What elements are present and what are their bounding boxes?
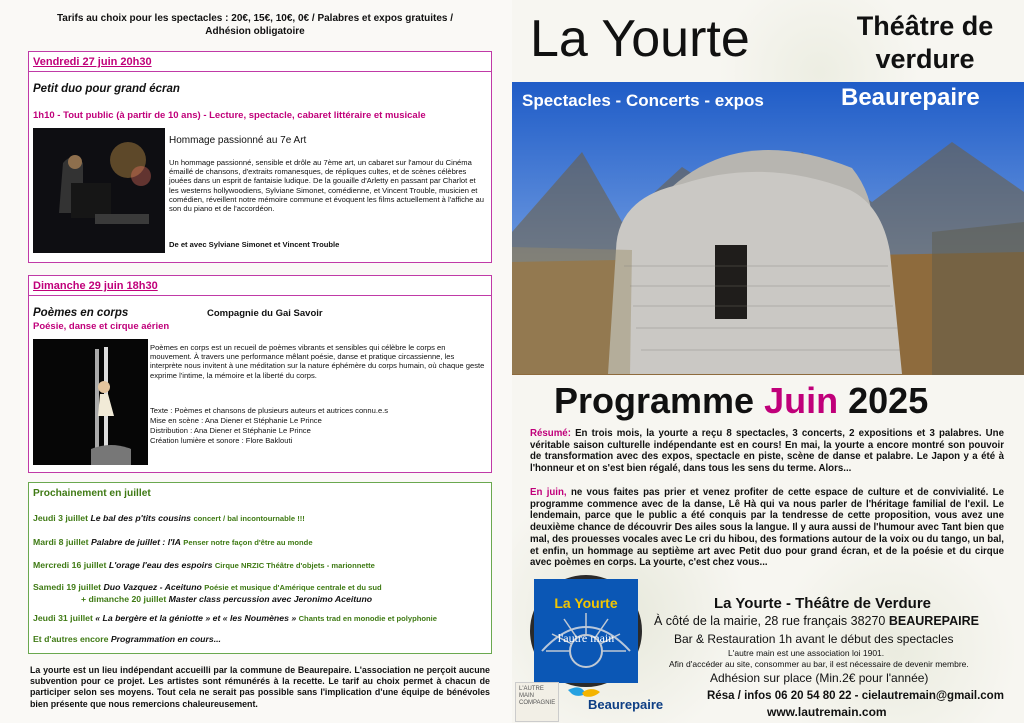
upcoming-item-2 [33, 537, 313, 547]
event-date: Dimanche 29 juin 18h30 [29, 276, 491, 296]
event-title: Poèmes en corps [33, 307, 129, 319]
company-logo [515, 682, 559, 722]
event-subtitle: Poésie, danse et cirque aérien [33, 321, 170, 332]
upcoming-date: Mercredi 16 juillet [33, 560, 107, 570]
upcoming-item-6 [33, 613, 437, 623]
upcoming-desc: Penser notre façon d'être au monde [183, 538, 313, 547]
upcoming-title: L'orage l'eau des espoirs [108, 560, 213, 570]
event-heading: Hommage passionné au 7e Art [169, 135, 307, 146]
logo-graphic [534, 579, 638, 683]
upcoming-date: Jeudi 3 juillet [33, 513, 89, 523]
upcoming-desc: Poésie et musique d'Amérique centrale et du sud [204, 583, 382, 592]
upcoming-title: Programmation en cours... [110, 634, 221, 644]
venue-address-text: À côté de la mairie, 28 rue français 38270 [654, 614, 886, 628]
upcoming-desc: concert / bal incontournable !!! [193, 514, 305, 523]
event-credits-2: Mise en scène : Ana Diener et Stéphanie Le Prince [150, 416, 322, 425]
logo-top-text: La Yourte [554, 595, 618, 611]
website-link[interactable]: www.lautremain.com [767, 705, 887, 719]
upcoming-item-3 [33, 560, 375, 570]
venue-title: La Yourte - Théâtre de Verdure [714, 595, 932, 612]
company-name: Compagnie du Gai Savoir [207, 308, 323, 319]
logo-bottom-text: l'autre main [557, 631, 615, 645]
event-credits-1: Texte : Poèmes et chansons de plusieurs auteurs et autrices connu.e.s [150, 406, 389, 415]
company-logo-text: L'AUTRE MAIN COMPAGNIE [519, 686, 556, 706]
event-title: Petit duo pour grand écran [33, 83, 180, 95]
upcoming-item-7 [33, 634, 221, 644]
upcoming-date: Et d'autres encore [33, 634, 109, 644]
upcoming-item-1 [33, 513, 305, 523]
summary-lead: Résumé: [530, 428, 571, 439]
event-description: Poèmes en corps est un recueil de poèmes vibrants et sensibles qui célèbre le corps en mouvement. À travers une performance mêlant poésie, danse et pratique circassienne, les interprète nous invitent à une méditation sur la nature éphémère du corps humain, où chaque geste exprime l'intime, la mémoire et la liberté du corps. [150, 343, 485, 380]
upcoming-date: Jeudi 31 juillet [33, 613, 93, 623]
event-description: Un hommage passionné, sensible et drôle au 7ème art, un cabaret sur l'amour du Cinéma émaillé de chansons, d'extraits romanesques, de répliques cultes, et de scènes célèbres jouées dans un esprit de fantaisie ludique. De la gouaille d'Arletty en passant par Charlot et les westerns hollywoodiens, Sylviane Simonet, comédienne, et Vincent Trouble, musicien et comédien, réveillent notre mémoire commune et évoquent les films actuellement à l'affiche au son du piano et de l'accordéon. [169, 158, 484, 214]
yourte-logo [530, 575, 642, 687]
programme-prefix: Programme [554, 380, 755, 421]
programme-year: 2025 [848, 380, 929, 421]
event-credits-4: Création lumière et sonore : Flore Baklouti [150, 436, 293, 445]
venue-city: BEAUREPAIRE [888, 614, 979, 628]
theatre-title: Théâtre de verdure [856, 11, 994, 74]
event-credits-3: Distribution : Ana Diener et Stéphanie Le Prince [150, 426, 311, 435]
cinema-image [33, 128, 165, 253]
upcoming-title: Le bal des p'tits cousins [90, 513, 192, 523]
upcoming-desc: Cirque NRZIC Théâtre d'objets - marionnette [214, 561, 375, 570]
upcoming-date: Samedi 19 juillet [33, 582, 102, 592]
venue-address [654, 614, 979, 628]
upcoming-date: + dimanche 20 juillet [81, 594, 167, 604]
programme-title [554, 380, 928, 422]
aerial-image [33, 339, 148, 465]
stone-hut-photo [512, 82, 1024, 375]
event-box-2 [28, 275, 492, 473]
upcoming-date: Mardi 8 juillet [33, 537, 89, 547]
beaurepaire-logo [562, 686, 664, 718]
upcoming-title: Palabre de juillet : l'IA [90, 537, 181, 547]
upcoming-desc: Chants trad en monodie et polyphonie [298, 614, 437, 623]
pricing-text: Tarifs au choix pour les spectacles : 20€, 15€, 10€, 0€ / Palabres et expos gratuites / Adhésion obligatoire [56, 13, 454, 37]
programme-month: Juin [764, 380, 839, 421]
upcoming-item-4 [33, 582, 382, 592]
beaurepaire-logo-graphic [562, 686, 664, 718]
association-note: La yourte est un lieu indépendant accueilli par la commune de Beaurepaire. L'association ne perçoit aucune subvention pour ce projet. Les artistes sont rémunérés à la recette. Le tarif au choix permet à chacun de participer selon ses moyens. Tout cela ne serait pas possible sans l'implication d'une équipe de bénévoles bien présente que nous remercions chaleureusement. [30, 665, 490, 709]
booking-info: Résa / infos 06 20 54 80 22 - cielautremain@gmail.com [707, 690, 1004, 702]
summary-body: En trois mois, la yourte a reçu 8 spectacles, 3 concerts, 2 expositions et 3 palabres. Une véritable saison culturelle indépendante est en cours! En mai, la yourte a encore montré son pouvoir de transformation avec des expos, spectacle en piste, scène de danse et palabre. Le Japon y a été à l'honneur et on s'est bien régalé, dans tous les sens du terme. Alors... [530, 428, 1004, 475]
summary-text [530, 428, 1004, 475]
june-lead: En juin, [530, 487, 567, 498]
association-info-1: L'autre main est une association loi 1901. [728, 648, 885, 658]
stone-hut-image [512, 82, 1024, 375]
upcoming-title: Duo Vazquez - Aceituno [103, 582, 202, 592]
upcoming-title: « La bergère et la géniotte » et « les Noumènes » [95, 613, 297, 623]
event-subtitle: 1h10 - Tout public (à partir de 10 ans) - Lecture, spectacle, cabaret littéraire et musicale [33, 110, 426, 121]
upcoming-title: Master class percussion avec Jeronimo Aceituno [168, 594, 373, 604]
banner-text: Spectacles - Concerts - expos [522, 91, 764, 110]
june-body: ne vous faites pas prier et venez profiter de cette espace de culture et de convivialité. Le programme commence avec de la danse, Lê Hà qui va nous parler de l'héritage familial de l'exil. Le lendemain, parce que le public a été conquis par la tendresse de cette proposition, vous avez une deuxième chance de découvrir Des ailes sous la langue. Il y aura aussi de l'humour avec Tant bien que mal, des prouesses vocales avec Le cri du hibou, des formations autour de la voix ou du tango, un bal, et enfin, un hommage au septième art avec Petit duo pour grand écran, et de la poésie et du cirque avec poèmes en corps. La yourte, c'est chez vous... [530, 487, 1004, 569]
june-text [530, 487, 1004, 569]
upcoming-title: Prochainement en juillet [33, 488, 151, 499]
event-photo [33, 128, 165, 253]
event-date: Vendredi 27 juin 20h30 [29, 52, 491, 72]
upcoming-item-5 [81, 594, 372, 604]
association-info-2: Afin d'accéder au site, consommer au bar, il est nécessaire de devenir membre. [669, 659, 969, 669]
membership-info: Adhésion sur place (Min.2€ pour l'année) [710, 671, 929, 685]
event-photo [33, 339, 148, 465]
event-credits: De et avec Sylviane Simonet et Vincent Trouble [169, 240, 340, 249]
event-box-1 [28, 51, 492, 263]
beaurepaire-logo-text: Beaurepaire [588, 697, 664, 712]
upcoming-box [28, 482, 492, 654]
bar-info: Bar & Restauration 1h avant le début des spectacles [674, 632, 954, 646]
main-title: La Yourte [530, 10, 750, 68]
city-text: Beaurepaire [841, 84, 980, 111]
